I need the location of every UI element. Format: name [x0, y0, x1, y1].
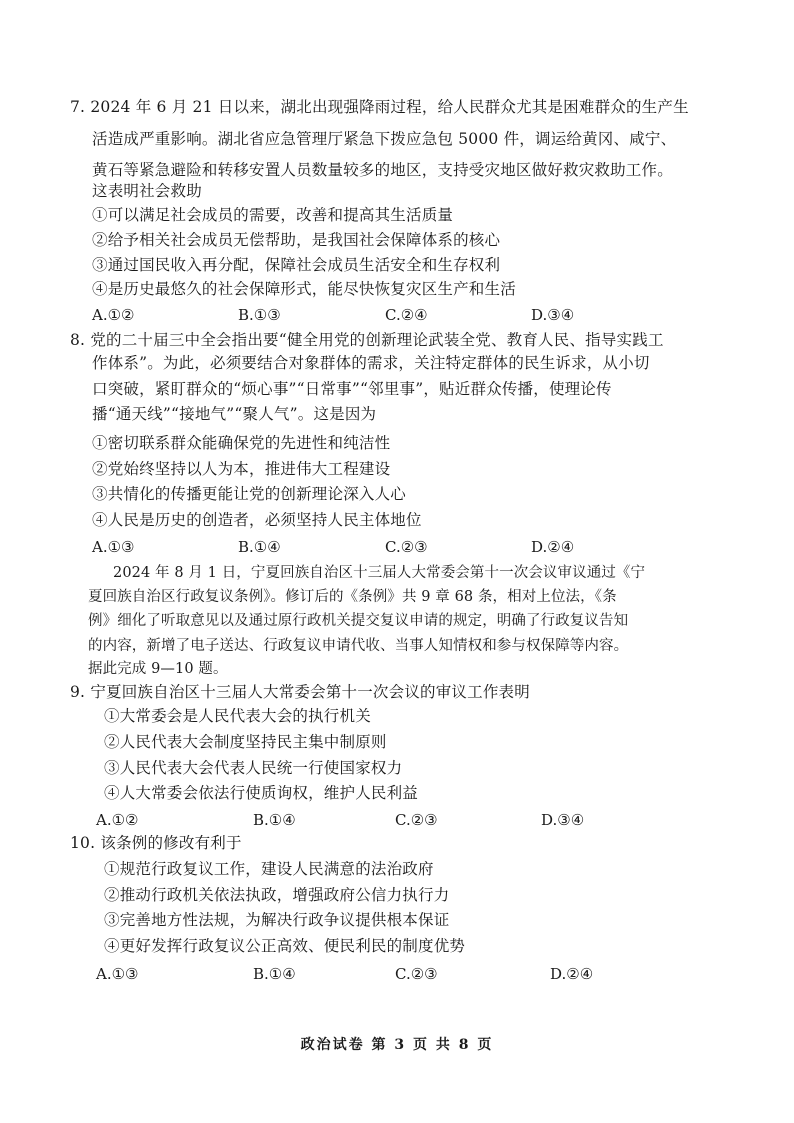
question-9-option-c: C.②③	[395, 811, 438, 829]
question-10-statement-1: ①规范行政复议工作，建设人民满意的法治政府	[104, 860, 434, 878]
question-9-statement-3: ③人民代表大会代表人民统一行使国家权力	[104, 759, 403, 777]
material-line-2: 夏回族自治区行政复议条例》。修订后的《条例》共 9 章 68 条，相对上位法，《条	[88, 589, 617, 605]
question-7-stem-line-1: 7. 2024 年 6 月 21 日以来，湖北出现强降雨过程，给人民群众尤其是困难群众的生产生	[70, 98, 689, 116]
question-8-stem-line-2: 作体系”。为此，必须要结合对象群体的需求，关注特定群体的民生诉求，从小切	[92, 354, 650, 372]
question-10-statement-3: ③完善地方性法规，为解决行政争议提供根本保证	[104, 911, 450, 929]
question-7-option-b: B.①③	[238, 306, 281, 324]
question-9-stem: 9. 宁夏回族自治区十三届人大常委会第十一次会议的审议工作表明	[70, 683, 530, 701]
question-8-option-c: C.②③	[385, 538, 428, 556]
question-7-stem-line-3: 黄石等紧急避险和转移安置人员数量较多的地区，支持受灾地区做好救灾救助工作。	[92, 161, 673, 179]
material-line-1: 2024 年 8 月 1 日，宁夏回族自治区十三届人大常委会第十一次会议审议通过《宁	[113, 565, 646, 581]
question-7-statement-2: ②给予相关社会成员无偿帮助，是我国社会保障体系的核心	[92, 231, 501, 249]
question-10-option-d: D.②④	[550, 965, 594, 983]
question-8-stem-line-4: 播“通天线”“接地气”“聚人气”。这是因为	[92, 405, 377, 423]
question-9-statement-4: ④人大常委会依法行使质询权，维护人民利益	[104, 784, 419, 802]
page-footer: 政治试卷 第 3 页 共 8 页	[300, 1037, 494, 1053]
question-7-stem-line-4: 这表明社会救助	[92, 182, 202, 200]
question-8-option-d: D.②④	[531, 538, 575, 556]
question-8-stem-line-3: 口突破，紧盯群众的“烦心事”“日常事”“邻里事”，贴近群众传播，使理论传	[92, 380, 612, 398]
question-10-stem: 10. 该条例的修改有利于	[70, 834, 242, 852]
question-10-statement-2: ②推动行政机关依法执政，增强政府公信力执行力	[104, 886, 450, 904]
question-10-option-a: A.①③	[96, 965, 139, 983]
question-7-statement-4: ④是历史最悠久的社会保障形式，能尽快恢复灾区生产和生活	[92, 280, 516, 298]
question-9-option-b: B.①④	[253, 811, 296, 829]
question-9-option-d: D.③④	[541, 811, 585, 829]
question-9-statement-2: ②人民代表大会制度坚持民主集中制原则	[104, 733, 387, 751]
question-8-option-b: B.①④	[238, 538, 281, 556]
question-7-statement-1: ①可以满足社会成员的需要，改善和提高其生活质量	[92, 206, 454, 224]
material-line-5: 据此完成 9—10 题。	[88, 661, 228, 677]
question-7-stem-line-2: 活造成严重影响。湖北省应急管理厅紧急下拨应急包 5000 件，调运给黄冈、咸宁、	[92, 130, 677, 148]
question-8-statement-2: ②党始终坚持以人为本，推进伟大工程建设	[92, 460, 391, 478]
question-8-option-a: A.①③	[92, 538, 135, 556]
question-10-statement-4: ④更好发挥行政复议公正高效、便民利民的制度优势	[104, 937, 466, 955]
question-7-option-d: D.③④	[531, 306, 575, 324]
material-line-4: 的内容，新增了电子送达、行政复议申请代收、当事人知情权和参与权保障等内容。	[88, 638, 629, 654]
question-9-statement-1: ①大常委会是人民代表大会的执行机关	[104, 707, 371, 725]
question-8-statement-3: ③共情化的传播更能让党的创新理论深入人心	[92, 485, 407, 503]
question-9-option-a: A.①②	[96, 811, 139, 829]
question-8-statement-4: ④人民是历史的创造者，必须坚持人民主体地位	[92, 511, 422, 529]
question-7-option-c: C.②④	[385, 306, 428, 324]
question-10-option-b: B.①④	[253, 965, 296, 983]
question-10-option-c: C.②③	[395, 965, 438, 983]
question-8-statement-1: ①密切联系群众能确保党的先进性和纯洁性	[92, 434, 391, 452]
material-line-3: 例》细化了听取意见以及通过原行政机关提交复议申请的规定，明确了行政复议告知	[88, 613, 629, 629]
question-8-stem-line-1: 8. 党的二十届三中全会指出要“健全用党的创新理论武装全党、教育人民、指导实践工	[70, 331, 664, 349]
question-7-option-a: A.①②	[92, 306, 135, 324]
question-7-statement-3: ③通过国民收入再分配，保障社会成员生活安全和生存权利	[92, 256, 501, 274]
